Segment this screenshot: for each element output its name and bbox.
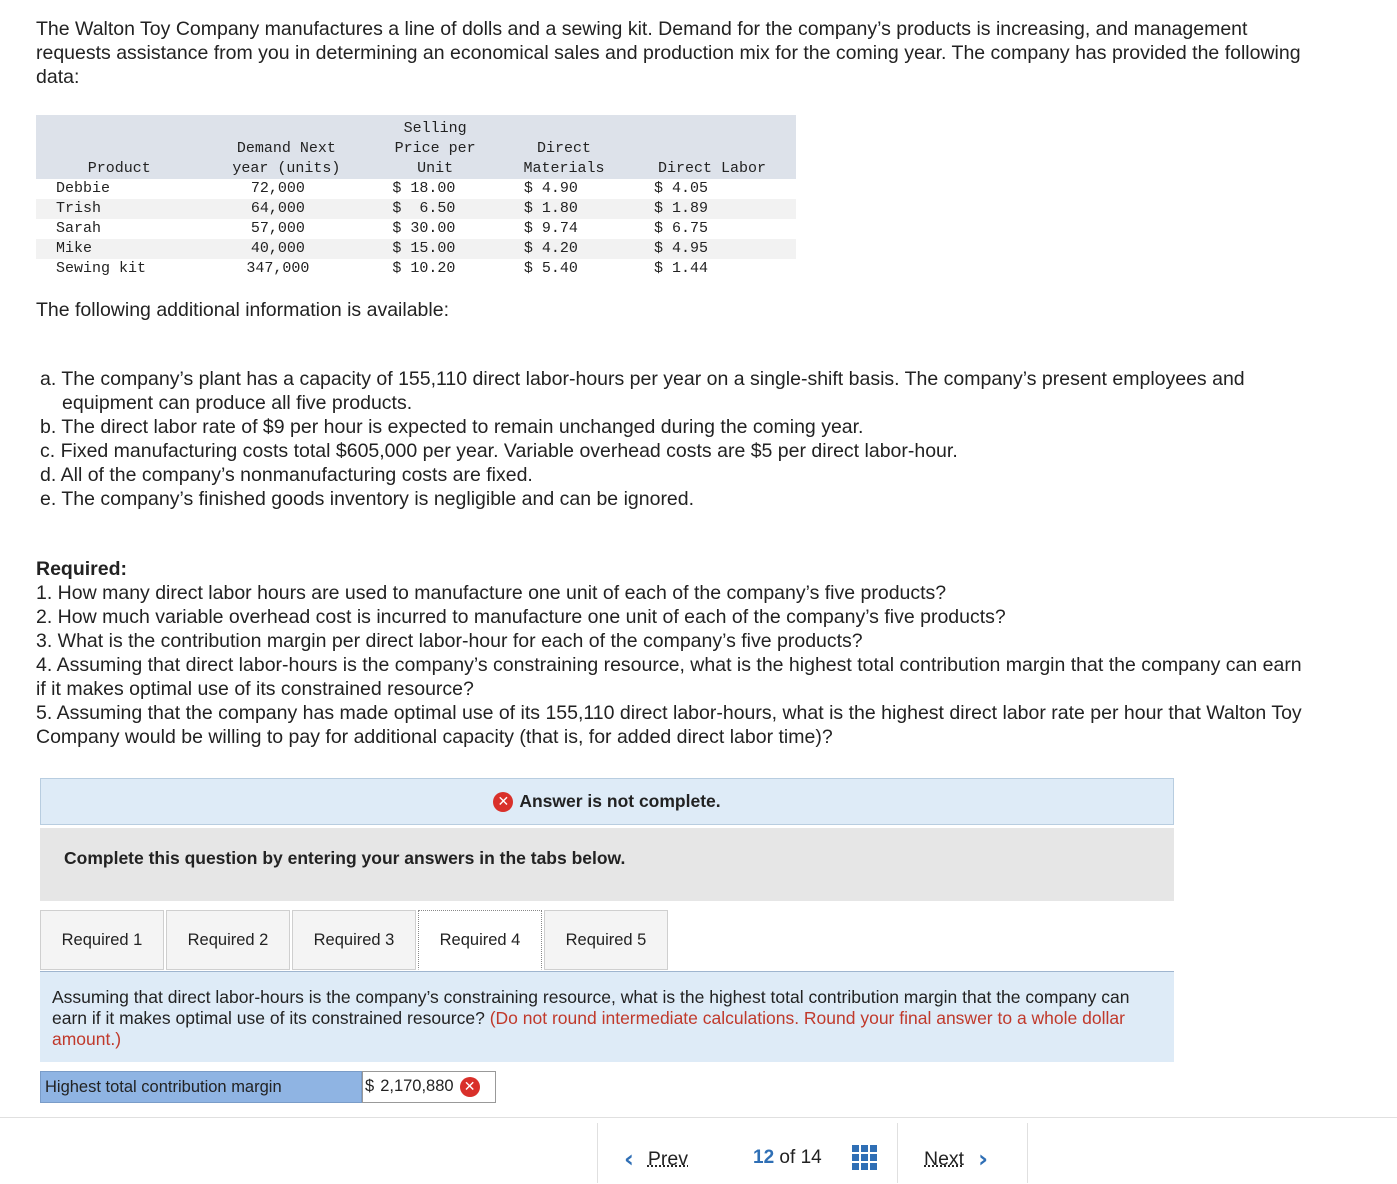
additional-info-heading: The following additional information is available: [36, 299, 449, 321]
tab-required-1[interactable]: Required 1 [40, 910, 164, 970]
current-page: 12 [753, 1147, 775, 1168]
info-item: d. All of the company’s nonmanufacturing costs are fixed. [40, 464, 533, 486]
info-item: b. The direct labor rate of $9 per hour is expected to remain unchanged during the coming year. [40, 416, 864, 438]
page-of-label: of [779, 1147, 796, 1168]
answer-input[interactable] [362, 1071, 496, 1103]
prev-button[interactable] [624, 1145, 688, 1173]
cell-product: Sarah [56, 220, 102, 237]
answer-label: Highest total contribution margin [40, 1071, 362, 1103]
product-data-table [36, 115, 796, 279]
footer-divider [597, 1123, 598, 1183]
cell-demand: 72,000 [250, 180, 305, 197]
additional-info-list [40, 367, 1310, 511]
required-item: 3. What is the contribution margin per direct labor-hour for each of the company’s five products? [36, 630, 863, 652]
cell-demand: 57,000 [250, 220, 305, 237]
answer-status-text: Answer is not complete. [519, 791, 721, 811]
total-pages: 14 [800, 1147, 822, 1168]
cell-demand: 40,000 [202, 239, 370, 259]
cell-labor: $ 1.44 [654, 260, 709, 277]
chevron-right-icon: › [978, 1145, 988, 1173]
grid-icon[interactable] [852, 1145, 877, 1170]
cell-labor: $ 6.75 [654, 220, 709, 237]
currency-symbol: $ [365, 1077, 375, 1095]
cell-product: Mike [36, 239, 202, 259]
tab-required-5[interactable]: Required 5 [544, 910, 668, 970]
tab-required-3[interactable]: Required 3 [292, 910, 416, 970]
required-item: 4. Assuming that direct labor-hours is the company’s constraining resource, what is the highest total contribution margin that the company can earn if it makes optimal use of its constrained resource? [36, 654, 1302, 700]
cell-price: $ 6.50 [370, 199, 500, 219]
table-row [36, 239, 796, 259]
cell-product: Debbie [56, 180, 111, 197]
prev-label: Prev [647, 1147, 688, 1170]
table-header-row [36, 115, 796, 179]
cell-demand: 64,000 [202, 199, 370, 219]
cell-materials: $ 9.74 [523, 220, 578, 237]
table-row [36, 179, 796, 199]
cell-price: $ 10.20 [392, 260, 456, 277]
question-text: Assuming that direct labor-hours is the company’s constraining resource, what is the highest total contribution margin that the company can earn if it makes optimal use of its constrained resource? [52, 987, 1130, 1028]
cell-price: $ 18.00 [392, 180, 456, 197]
cell-materials: $ 4.20 [500, 239, 628, 259]
required-item: 1. How many direct labor hours are used to manufacture one unit of each of the company’s five products? [36, 582, 947, 604]
tab-required-4[interactable]: Required 4 [418, 910, 542, 970]
cell-product: Sewing kit [56, 260, 147, 277]
required-item: 5. Assuming that the company has made optimal use of its 155,110 direct labor-hours, what is the highest direct labor rate per hour that Walton Toy Company would be willing to pay for additional capacity (that is, for added direct labor time)? [36, 702, 1302, 748]
footer-divider [1027, 1123, 1028, 1183]
header-price: Selling Price per Unit [370, 115, 500, 179]
cell-labor: $ 1.89 [628, 199, 796, 219]
next-label: Next [924, 1147, 965, 1170]
next-button[interactable] [924, 1145, 988, 1173]
cell-demand: 347,000 [246, 260, 310, 277]
cell-labor: $ 4.05 [654, 180, 709, 197]
cell-price: $ 30.00 [392, 220, 456, 237]
x-circle-icon: ✕ [493, 792, 513, 812]
page-indicator [753, 1147, 822, 1169]
tab-required-2[interactable]: Required 2 [166, 910, 290, 970]
question-panel [40, 972, 1174, 1062]
cell-materials: $ 1.80 [500, 199, 628, 219]
header-demand: Demand Next year (units) [202, 115, 370, 179]
table-row [36, 219, 796, 239]
navigation-footer [0, 1117, 1397, 1184]
instructions-banner: Complete this question by entering your answers in the tabs below. [40, 828, 1174, 901]
x-circle-icon: ✕ [460, 1077, 480, 1097]
table-row [36, 199, 796, 219]
header-product: Product [36, 115, 202, 179]
cell-labor: $ 4.95 [628, 239, 796, 259]
answer-status-banner [40, 778, 1174, 825]
info-item: e. The company’s finished goods inventory is negligible and can be ignored. [40, 488, 695, 510]
cell-materials: $ 5.40 [523, 260, 578, 277]
required-heading: Required: [36, 558, 128, 580]
cell-materials: $ 4.90 [523, 180, 578, 197]
info-item: c. Fixed manufacturing costs total $605,000 per year. Variable overhead costs are $5 per direct labor-hour. [40, 440, 958, 462]
intro-text: The Walton Toy Company manufactures a line of dolls and a sewing kit. Demand for the company’s products is increasing, and management requests assistance from you in determining an economical sales and production mix for the coming year. The company has provided the following data: [36, 18, 1301, 88]
table-row [36, 259, 796, 279]
required-section [36, 557, 1306, 749]
required-tabs [40, 910, 670, 972]
cell-price: $ 15.00 [370, 239, 500, 259]
footer-divider [897, 1123, 898, 1183]
answer-row [40, 1071, 496, 1103]
chevron-left-icon: ‹ [624, 1145, 634, 1173]
cell-product: Trish [36, 199, 202, 219]
info-item: a. The company’s plant has a capacity of 155,110 direct labor-hours per year on a single-shift basis. The company’s present employees and equipment can produce all five products. [40, 368, 1245, 414]
question-note: (Do not round intermediate calculations. Round your final answer to a whole dollar amount.) [52, 1008, 1125, 1049]
header-materials: Direct Materials [500, 115, 628, 179]
answer-value: 2,170,880 [380, 1077, 454, 1095]
required-item: 2. How much variable overhead cost is incurred to manufacture one unit of each of the company’s five products? [36, 606, 1006, 628]
header-labor: Direct Labor [628, 115, 796, 179]
